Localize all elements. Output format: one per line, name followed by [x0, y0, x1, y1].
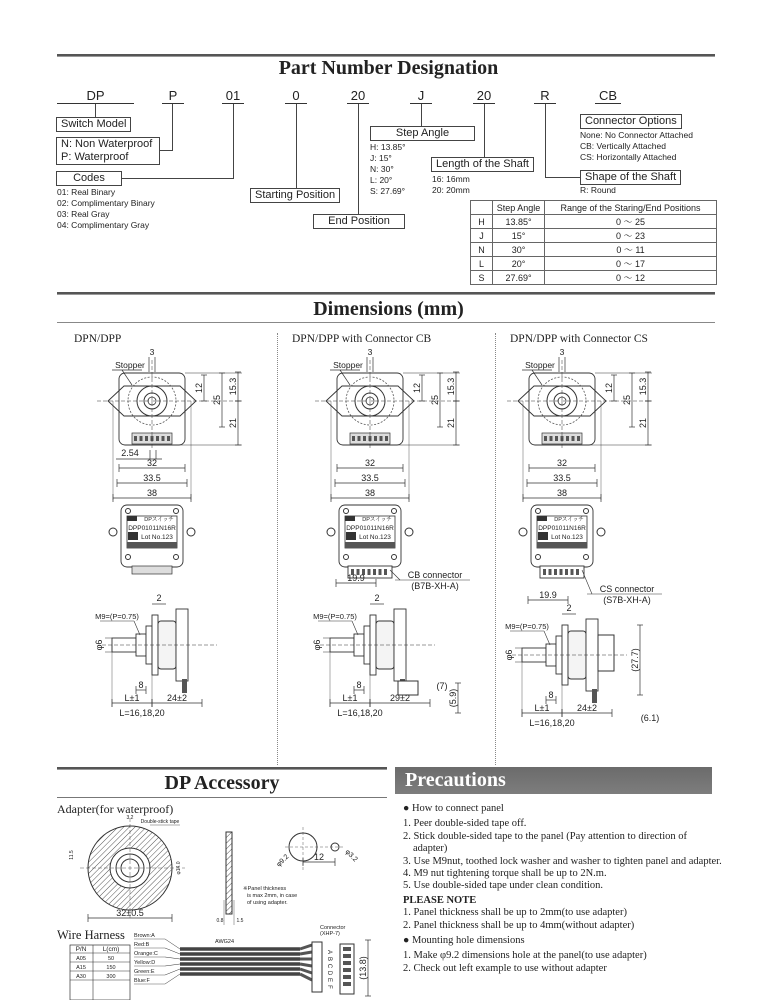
- heading-text: Mounting hole dimensions: [411, 935, 525, 947]
- step-angle-item: L: 20°: [370, 175, 393, 185]
- dimension-label: 12: [604, 382, 614, 394]
- connector-pin: [565, 569, 568, 575]
- connector-option: CB: Vertically Attached: [580, 141, 666, 151]
- end-position-label: End Position: [313, 214, 405, 229]
- shaft-shape-label: Shape of the Shaft: [580, 170, 681, 185]
- connector-pin: [384, 569, 387, 575]
- terminal-pin: [374, 436, 377, 441]
- wire: [300, 945, 312, 949]
- dimension-label: 8: [356, 680, 362, 690]
- dimension-label: φ3.2: [343, 848, 359, 864]
- terminal-pin: [352, 436, 355, 441]
- dimension-label: 15.3: [228, 377, 238, 396]
- screw-hole: [536, 555, 541, 560]
- drawing-line: [165, 957, 180, 959]
- screw-hole: [536, 509, 541, 514]
- pin-label: C: [326, 963, 332, 969]
- section-rule: [57, 767, 387, 770]
- connector-option: CS: Horizontally Attached: [580, 152, 677, 162]
- wire-label: Orange:C: [134, 951, 158, 957]
- table-cell: 0 ～ 12: [545, 271, 717, 285]
- column-title-cs: DPN/DPP with Connector CS: [510, 333, 648, 345]
- table-cell: H: [471, 215, 493, 229]
- table-header: P/N: [75, 946, 87, 953]
- terminal-pin: [140, 436, 143, 441]
- dimension-label: 2: [156, 593, 162, 603]
- dimension-label: 21: [228, 417, 238, 429]
- screw-hole: [392, 555, 397, 560]
- rotor-housing: [568, 631, 586, 679]
- dimension-label: 2: [566, 603, 572, 613]
- code-codes: 01: [222, 88, 244, 104]
- terminal-pin: [145, 436, 148, 441]
- terminal-pin: [134, 436, 137, 441]
- mount-hole: [327, 528, 335, 536]
- screw-hole: [344, 509, 349, 514]
- step-item: 3. Use M9nut, toothed lock washer and washer to tighten panel and adapter.: [403, 855, 722, 867]
- dimension-label: 32: [146, 458, 158, 468]
- dimension-label: φ9.2: [275, 853, 291, 869]
- table-header: L(cm): [102, 946, 120, 953]
- dimension-label: 3: [559, 347, 565, 357]
- table-cell: 0 ～ 25: [545, 215, 717, 229]
- panel-note: is max 2mm, in case: [247, 893, 298, 899]
- drawing-line: [340, 370, 350, 385]
- terminal-pin: [550, 436, 553, 441]
- wire: [300, 974, 312, 980]
- connector-label: (XHP-7): [320, 931, 340, 937]
- starting-position-label: Starting Position: [250, 188, 340, 203]
- drawing-line: [165, 948, 180, 954]
- dimension-label: 21: [638, 417, 648, 429]
- dimension-label: 38: [146, 488, 158, 498]
- terminal-pin: [363, 436, 366, 441]
- stopper-label: Stopper: [525, 360, 555, 370]
- length-options-label: L=16,18,20: [119, 708, 165, 718]
- table-cell: 50: [107, 956, 115, 962]
- dimension-label: 33.5: [143, 473, 161, 483]
- code-end: 20: [347, 88, 369, 104]
- step-item: 5. Use double-sided tape under clean condition.: [403, 880, 604, 892]
- step-angle-label: Step Angle: [370, 126, 475, 141]
- codes-label: Codes: [56, 171, 122, 186]
- connector-pin: [343, 968, 351, 972]
- connector-pin: [554, 569, 557, 575]
- label-lot-text: Lot No.123: [359, 534, 391, 541]
- dimension-label: L±1: [342, 693, 358, 703]
- din-logo: [538, 532, 548, 540]
- code-step: J: [410, 88, 432, 104]
- codes-item: 03: Real Gray: [57, 209, 110, 219]
- table-cell: 15°: [493, 229, 545, 243]
- panel-note: of using adapter.: [247, 900, 288, 906]
- drawing-line: [122, 370, 132, 385]
- mount-hole: [187, 528, 195, 536]
- dimension-label: 11.5: [69, 850, 75, 860]
- dimension-label: (27.7): [630, 648, 640, 672]
- table-cell: 27.69°: [493, 271, 545, 285]
- code-connector: CB: [595, 88, 621, 104]
- connector-label: CS connector: [599, 584, 655, 594]
- screw-hole: [174, 509, 179, 514]
- brand-logo: [345, 516, 355, 521]
- wire-label: Green:E: [134, 969, 155, 975]
- note-item: 2. Panel thickness shall be up to 4mm(without adapter): [403, 919, 635, 931]
- connector-pin: [343, 982, 351, 986]
- shaft-length-item: 20: 20mm: [432, 185, 470, 195]
- drawing-line: [544, 631, 550, 645]
- screw-hole: [392, 509, 397, 514]
- connector-pin: [576, 569, 579, 575]
- screw-hole: [584, 555, 589, 560]
- mounting-item: 1. Make φ9.2 dimensions hole at the panel(to use adapter): [403, 950, 647, 962]
- step-item: 1. Peer double-sided tape off.: [403, 818, 527, 830]
- codes-item: 04: Complimentary Gray: [57, 220, 150, 230]
- table-cell: L: [471, 257, 493, 271]
- label-lot-text: Lot No.123: [141, 534, 173, 541]
- rotor-housing: [376, 621, 394, 669]
- wire-label: Brown:A: [134, 933, 155, 939]
- precautions-body: [403, 803, 723, 975]
- code-shape: R: [534, 88, 556, 104]
- table-cell: 300: [106, 974, 116, 980]
- dimension-label: 33.5: [553, 473, 571, 483]
- pin-label: B: [326, 956, 332, 962]
- drawing-line: [134, 621, 140, 635]
- din-logo: [346, 532, 356, 540]
- connector-pin: [560, 569, 563, 575]
- step-angle-item: S: 27.69°: [370, 186, 406, 196]
- mount-hole: [519, 528, 527, 536]
- thread-label: M9=(P=0.75): [95, 612, 139, 621]
- mount-hole: [109, 528, 117, 536]
- terminal-pin: [380, 436, 383, 441]
- screw-hole: [344, 555, 349, 560]
- dimension-label: 3: [367, 347, 373, 357]
- screw-hole: [584, 509, 589, 514]
- dimension-label: φ14.0: [176, 861, 182, 875]
- length-options-label: L=16,18,20: [337, 708, 383, 718]
- dimension-label: L±1: [534, 703, 550, 713]
- terminal-pin: [385, 436, 388, 441]
- connector-pin: [379, 569, 382, 575]
- mount-hole: [597, 528, 605, 536]
- drawing-line: [165, 939, 180, 949]
- screw-hole: [126, 509, 131, 514]
- dimension-label: 24±2: [577, 703, 597, 713]
- label-lot-text: Lot No.123: [551, 534, 583, 541]
- connector-label: CB connector: [407, 570, 463, 580]
- dimension-label: 12: [313, 852, 325, 862]
- table-header: Step Angle: [493, 201, 545, 215]
- connector-pin: [543, 569, 546, 575]
- dimension-label: 33.5: [361, 473, 379, 483]
- code-waterproof: P: [162, 88, 184, 104]
- mount-hole: [405, 528, 413, 536]
- label-model-text: DPP01011N16R: [346, 525, 394, 532]
- length-options-label: L=16,18,20: [529, 718, 575, 728]
- diameter-label: φ6: [94, 639, 104, 651]
- code-start: 0: [285, 88, 307, 104]
- pin-label: F: [326, 985, 332, 989]
- code-length: 20: [473, 88, 495, 104]
- table-header: Range of the Staring/End Positions: [545, 201, 717, 215]
- label-model-text: DPP01011N16R: [538, 525, 586, 532]
- dimension-label: L±1: [124, 693, 140, 703]
- connector-part-label: (S7B-XH-A): [603, 595, 651, 605]
- table-cell: 20°: [493, 257, 545, 271]
- wire-label: Blue:F: [134, 978, 150, 984]
- connector-pin: [343, 975, 351, 979]
- tape-label: Double-stick tape: [140, 819, 180, 825]
- connector-pin: [368, 569, 371, 575]
- adapter-title: Adapter(for waterproof): [57, 802, 174, 816]
- connector-part-label: (B7B-XH-A): [411, 581, 459, 591]
- shaft-length-item: 16: 16mm: [432, 174, 470, 184]
- wire: [300, 969, 312, 973]
- dimension-label: 8: [548, 690, 554, 700]
- dimension-label: 29±2: [390, 693, 410, 703]
- heading-text: How to connect panel: [411, 803, 504, 814]
- panel-note: ※Panel thickness: [243, 886, 287, 892]
- connector-pin: [373, 569, 376, 575]
- table-cell: S: [471, 271, 493, 285]
- drawing-line: [532, 370, 542, 385]
- brand-logo: [537, 516, 547, 521]
- step-item: 2. Stick double-sided tape to the panel (Pay attention to direction of adapter): [403, 830, 688, 855]
- code-model: DP: [57, 88, 134, 104]
- connector-pin: [343, 947, 351, 951]
- table-cell: J: [471, 229, 493, 243]
- shaft-length-label: Length of the Shaft: [431, 157, 534, 172]
- mounting-heading: ● Mounting hole dimensions: [403, 935, 525, 947]
- accessory-title: DP Accessory: [164, 772, 280, 794]
- shaft-shape-item: R: Round: [580, 185, 616, 195]
- table-cell: 0 ～ 23: [545, 229, 717, 243]
- step-angle-item: H: 13.85°: [370, 142, 406, 152]
- terminal-block: [132, 566, 172, 574]
- dimension-label: 15.3: [446, 377, 456, 396]
- step-angle-item: N: 30°: [370, 164, 394, 174]
- connector-pin: [571, 569, 574, 575]
- pin-label: D: [326, 970, 332, 976]
- label-brand-text: DPスイッチ: [554, 517, 584, 523]
- terminal-pin: [358, 436, 361, 441]
- dimension-label: 0.8: [216, 918, 224, 924]
- dimension-label: 12: [194, 382, 204, 394]
- dimension-label: 19.9: [539, 590, 557, 600]
- dimension-label: 38: [556, 488, 568, 498]
- drawing-line: [165, 964, 180, 966]
- label-stripe: [345, 542, 395, 548]
- dimension-label: 2: [374, 593, 380, 603]
- table-cell: 30°: [493, 243, 545, 257]
- table-cell: 0 ～ 17: [545, 257, 717, 271]
- diameter-label: φ6: [312, 639, 322, 651]
- table-cell: 0 ～ 11: [545, 243, 717, 257]
- awg-label: AWG24: [215, 939, 235, 945]
- precautions-title: Precautions: [395, 767, 712, 794]
- label-model-text: DPP01011N16R: [128, 525, 176, 532]
- drawing-line: [165, 974, 180, 984]
- section-rule: [57, 797, 387, 798]
- screw-hole: [174, 555, 179, 560]
- connector-pin: [549, 569, 552, 575]
- terminal-pin: [162, 436, 165, 441]
- codes-item: 01: Real Binary: [57, 187, 116, 197]
- part-number-title: Part Number Designation: [278, 57, 499, 79]
- terminal-side: [592, 689, 597, 703]
- label-stripe: [537, 542, 587, 548]
- terminal-pin: [544, 436, 547, 441]
- connector-side: [598, 635, 614, 671]
- mounting-item: 2. Check out left example to use without adapter: [403, 962, 607, 974]
- table-cell: A05: [76, 956, 86, 962]
- dimension-label: 25: [622, 394, 632, 406]
- drawing-line: [352, 621, 358, 635]
- table-cell: A30: [76, 974, 86, 980]
- terminal-pin: [156, 436, 159, 441]
- dimension-label: 3: [149, 347, 155, 357]
- dimension-label: 2.54: [121, 448, 139, 458]
- stopper-label: Stopper: [333, 360, 363, 370]
- wire-label: Red:B: [134, 942, 150, 948]
- connector-pin: [343, 961, 351, 965]
- label-brand-text: DPスイッチ: [362, 517, 392, 523]
- pin-label: E: [326, 977, 332, 983]
- dimension-label: 1.5: [236, 918, 244, 924]
- table-cell: 13.85°: [493, 215, 545, 229]
- dimension-label: (6.1): [640, 713, 660, 723]
- dimensions-title: Dimensions (mm): [313, 298, 464, 320]
- dimension-label: 3.2: [126, 815, 134, 821]
- dimension-label: 32±0.5: [116, 908, 144, 918]
- column-title-cb: DPN/DPP with Connector CB: [292, 333, 432, 345]
- label-stripe: [127, 542, 177, 548]
- terminal-pin: [572, 436, 575, 441]
- column-title-dpp: DPN/DPP: [74, 333, 122, 345]
- terminal-pin: [555, 436, 558, 441]
- terminal-pin: [167, 436, 170, 441]
- brand-logo: [127, 516, 137, 521]
- thread-label: M9=(P=0.75): [505, 622, 549, 631]
- dimension-label: (5.9): [448, 688, 458, 708]
- drawing-line: [582, 570, 592, 594]
- terminal-pin: [566, 436, 569, 441]
- pin-label: A: [326, 949, 332, 955]
- dimension-label: 25: [212, 394, 222, 406]
- table-cell: A15: [76, 965, 86, 971]
- table-cell: N: [471, 243, 493, 257]
- wire-label: Yellow:D: [134, 960, 156, 966]
- dimension-label: 19.9: [347, 573, 365, 583]
- codes-item: 02: Complimentary Binary: [57, 198, 155, 208]
- waterproof-p: P: Waterproof: [61, 151, 129, 163]
- step-angle-item: J: 15°: [370, 153, 392, 163]
- step-item: 4. M9 nut tightening torque shall be up to 2N.m.: [403, 868, 607, 880]
- dimension-label: (13.8): [358, 956, 368, 980]
- dimension-label: 38: [364, 488, 376, 498]
- diameter-label: φ6: [504, 649, 514, 661]
- connector-pin: [343, 954, 351, 958]
- thread-label: M9=(P=0.75): [313, 612, 357, 621]
- drawing-line: [165, 969, 180, 975]
- dimension-label: 32: [364, 458, 376, 468]
- note-item: 1. Panel thickness shall be up to 2mm(to use adapter): [403, 907, 627, 919]
- rotor-housing: [158, 621, 176, 669]
- din-logo: [128, 532, 138, 540]
- table-cell: 150: [106, 965, 116, 971]
- terminal-pin: [577, 436, 580, 441]
- harness-title: Wire Harness: [57, 928, 125, 942]
- dimension-label: 25: [430, 394, 440, 406]
- wire: [300, 964, 312, 966]
- label-brand-text: DPスイッチ: [144, 517, 174, 523]
- dimension-label: (7): [436, 681, 448, 691]
- please-note-heading: PLEASE NOTE: [403, 894, 477, 906]
- connector-options-label: Connector Options: [580, 114, 682, 129]
- dimension-label: 21: [446, 417, 456, 429]
- dimension-label: 32: [556, 458, 568, 468]
- screw-hole: [126, 555, 131, 560]
- dimension-label: 8: [138, 680, 144, 690]
- connector-option: None: No Connector Attached: [580, 130, 693, 140]
- connector-label: Connector: [320, 925, 346, 931]
- harness-connector: [312, 942, 322, 992]
- dimension-label: 12: [412, 382, 422, 394]
- adapter-section: [226, 832, 232, 914]
- terminal-side: [182, 679, 187, 693]
- dimension-label: 15.3: [638, 377, 648, 396]
- dimension-label: 24±2: [167, 693, 187, 703]
- wire: [300, 952, 312, 954]
- stopper-label: Stopper: [115, 360, 145, 370]
- how-to-connect-heading: ● How to connect panel: [403, 803, 504, 814]
- waterproof-n: N: Non Waterproof: [61, 138, 153, 150]
- switch-model-label: Switch Model: [56, 117, 131, 132]
